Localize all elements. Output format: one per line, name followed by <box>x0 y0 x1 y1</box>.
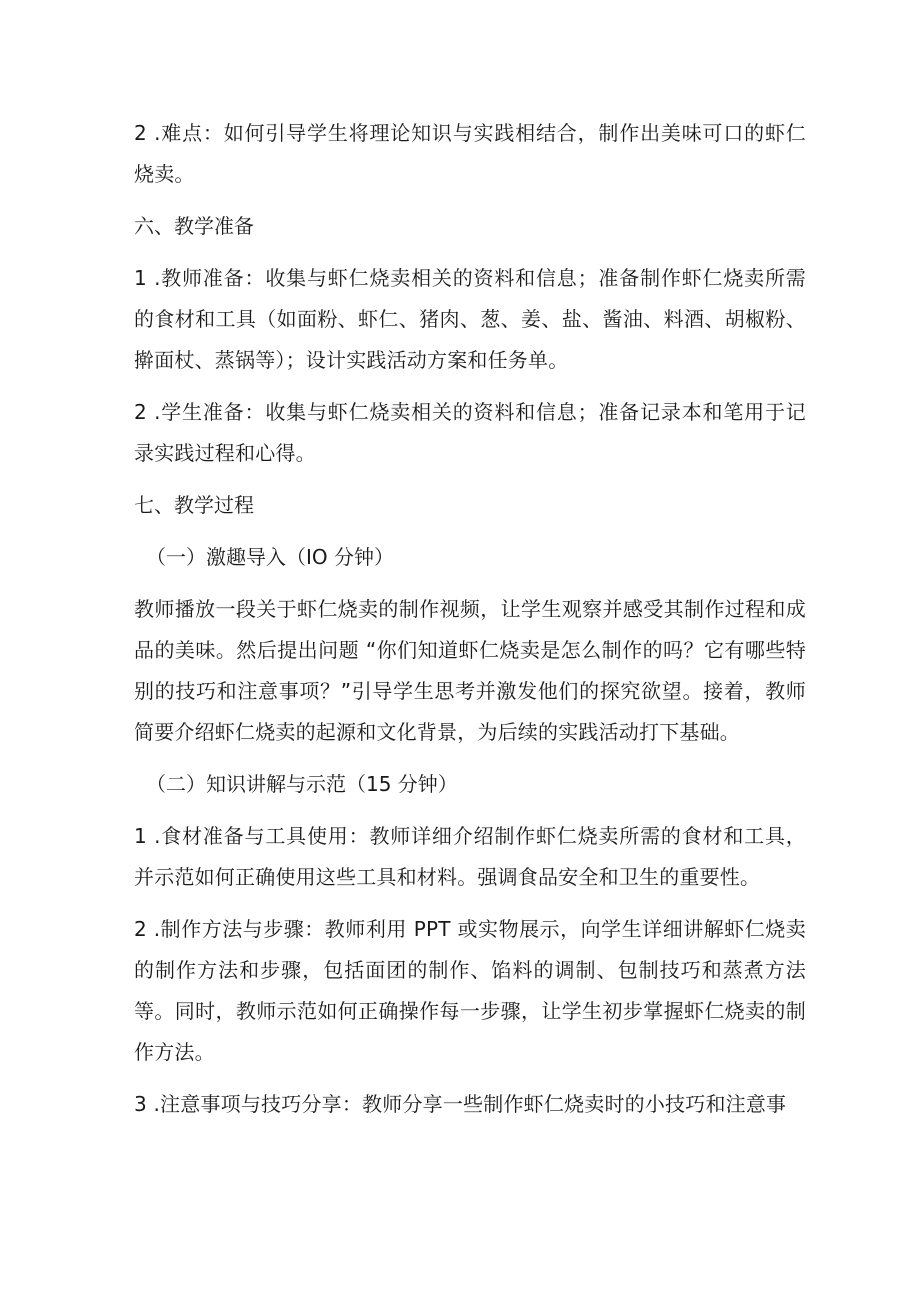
step-2-heading: （二）知识讲解与示范（15 分钟） <box>146 772 458 796</box>
ingredients-tools-item: 1 .食材准备与工具使用：教师详细介绍制作虾仁烧卖所需的食材和工具，并示范如何正确使用这些工具和材料。强调食品安全和卫生的重要性。 <box>134 824 806 889</box>
section-6-heading: 六、教学准备 <box>134 214 254 238</box>
tips-item: 3 .注意事项与技巧分享：教师分享一些制作虾仁烧卖时的小技巧和注意事 <box>134 1092 787 1116</box>
student-preparation: 2 .学生准备：收集与虾仁烧卖相关的资料和信息；准备记录本和笔用于记录实践过程和心得。 <box>134 400 806 465</box>
difficulty-point-2: 2 .难点：如何引导学生将理论知识与实践相结合，制作出美味可口的虾仁烧卖。 <box>134 121 806 186</box>
section-7-heading: 七、教学过程 <box>134 493 254 517</box>
method-steps-item: 2 .制作方法与步骤：教师利用 PPT 或实物展示，向学生详细讲解虾仁烧卖的制作方法和步骤，包括面团的制作、馅料的调制、包制技巧和蒸煮方法等。同时，教师示范如何正确操作每一步骤，让学生初步掌握虾仁烧卖的制作方法。 <box>134 917 806 1064</box>
step-1-heading: （一）激趣导入（IO 分钟） <box>146 545 394 569</box>
document-body <box>134 113 806 1136</box>
teacher-preparation: 1 .教师准备：收集与虾仁烧卖相关的资料和信息；准备制作虾仁烧卖所需的食材和工具（如面粉、虾仁、猪肉、葱、姜、盐、酱油、料酒、胡椒粉、擀面杖、蒸锅等）；设计实践活动方案和任务单。 <box>134 266 806 372</box>
intro-paragraph: 教师播放一段关于虾仁烧卖的制作视频，让学生观察并感受其制作过程和成品的美味。然后提出问题 “你们知道虾仁烧卖是怎么制作的吗？它有哪些特别的技巧和注意事项？”引导学生思考并激发他们的探究欲望。接着，教师简要介绍虾仁烧卖的起源和文化背景，为后续的实践活动打下基础。 <box>134 597 806 744</box>
